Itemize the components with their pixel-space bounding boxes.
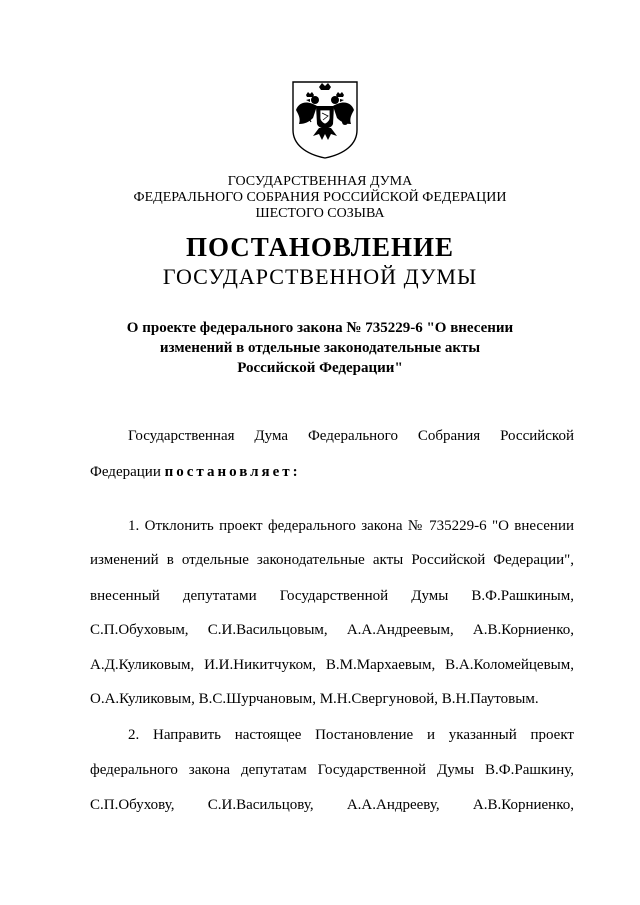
document-type-heading: ПОСТАНОВЛЕНИЕ xyxy=(185,232,455,262)
paragraph-1-line-4: С.П.Обуховым, С.И.Васильцовым, А.А.Андреевым, А.В.Корниенко, xyxy=(90,622,574,638)
intro-line-1: Государственная Дума Федерального Собрания Российской xyxy=(128,428,574,444)
paragraph-1-line-2: изменений в отдельные законодательные акты Российской Федерации", xyxy=(90,552,574,568)
convocation-line: ШЕСТОГО СОЗЫВА xyxy=(255,206,385,221)
coat-of-arms-icon xyxy=(289,78,361,160)
title-line-2: изменений в отдельные законодательные акты xyxy=(159,340,481,356)
paragraph-1-line-5: А.Д.Куликовым, И.И.Никитчуком, В.М.Мархаевым, В.А.Коломейцевым, xyxy=(90,657,574,673)
org-name-line-2: ФЕДЕРАЛЬНОГО СОБРАНИЯ РОССИЙСКОЙ ФЕДЕРАЦИИ xyxy=(133,190,507,205)
intro-country: Федерации xyxy=(90,464,161,480)
paragraph-2-line-1: 2. Направить настоящее Постановление и указанный проект xyxy=(128,727,574,743)
title-line-1: О проекте федерального закона № 735229-6 "О внесении xyxy=(126,320,514,336)
paragraph-2-line-3: С.П.Обухову, С.И.Васильцову, А.А.Андрееву, А.В.Корниенко, xyxy=(90,797,574,813)
document-issuer-heading: ГОСУДАРСТВЕННОЙ ДУМЫ xyxy=(162,264,478,289)
intro-line-2 xyxy=(90,462,574,482)
paragraph-1-line-3: внесенный депутатами Государственной Думы В.Ф.Рашкиным, xyxy=(90,588,574,604)
paragraph-1-line-6: О.А.Куликовым, В.С.Шурчановым, М.Н.Свергуновой, В.Н.Паутовым. xyxy=(90,691,539,707)
org-name-line-1: ГОСУДАРСТВЕННАЯ ДУМА xyxy=(227,174,413,189)
document-title xyxy=(0,318,640,378)
decree-word: постановляет: xyxy=(164,464,301,480)
paragraph-1-line-1: 1. Отклонить проект федерального закона № 735229-6 "О внесении xyxy=(128,518,574,534)
paragraph-2-line-2: федерального закона депутатам Государственной Думы В.Ф.Рашкину, xyxy=(90,762,574,778)
title-line-3: Российской Федерации" xyxy=(237,360,403,376)
